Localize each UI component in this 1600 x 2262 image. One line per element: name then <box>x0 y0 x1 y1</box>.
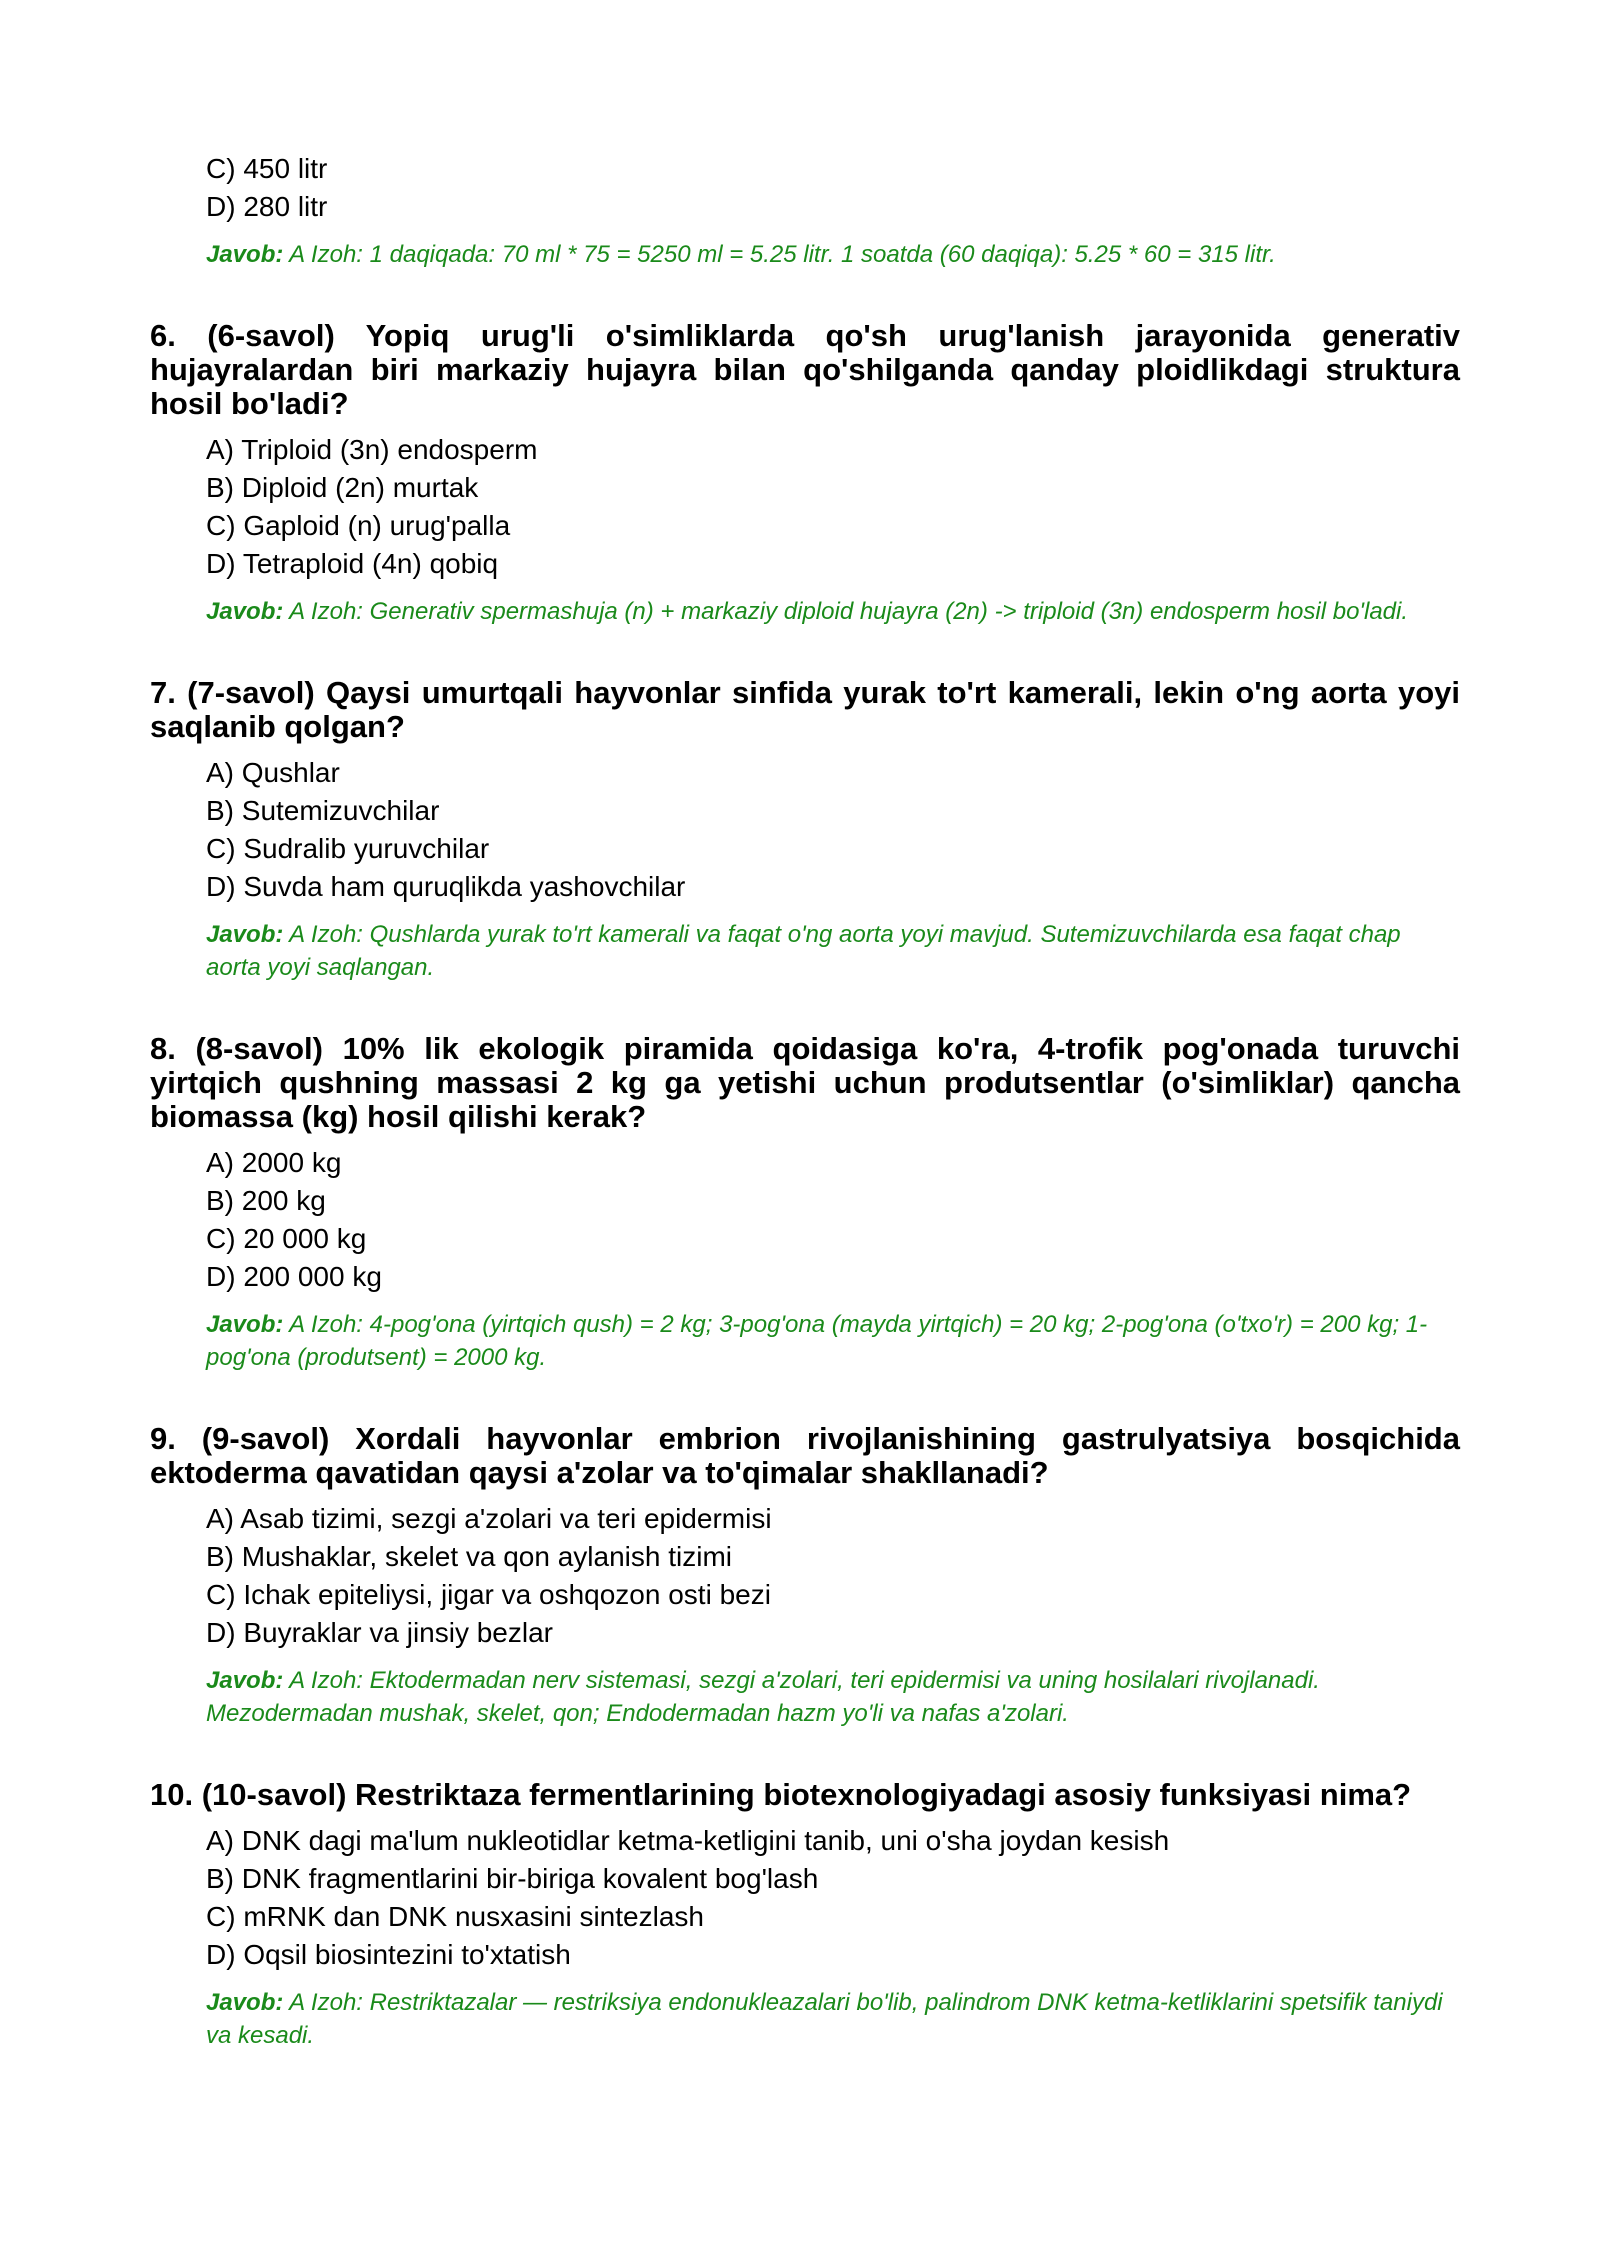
option: D) Tetraploid (4n) qobiq <box>206 548 499 579</box>
answer-label: Javob: <box>206 921 284 948</box>
answer-text: A Izoh: Qushlarda yurak to'rt kamerali va faqat o'ng aorta yoyi mavjud. Sutemizuvchilarda esa faqat chap aorta yoyi saqlangan. <box>206 921 1401 981</box>
question-text: 6. (6-savol) Yopiq urug'li o'simliklarda qo'sh urug'lanish jarayonida generativ hujayralardan biri markaziy hujayra bilan qo'shilganda qanday ploidlikdagi struktura hosil bo'ladi? <box>150 318 1460 421</box>
answer-label: Javob: <box>206 1989 284 2016</box>
option: C) Sudralib yuruvchilar <box>206 833 490 864</box>
option: B) Mushaklar, skelet va qon aylanish tizimi <box>206 1541 732 1572</box>
option: C) Ichak epiteliysi, jigar va oshqozon osti bezi <box>206 1579 771 1610</box>
option: D) 280 litr <box>206 191 328 222</box>
answer-explanation <box>206 1986 1460 2052</box>
question-10 <box>150 1778 1460 2052</box>
answer-label: Javob: <box>206 598 284 625</box>
answer-text: A Izoh: Restriktazalar — restriksiya endonukleazalari bo'lib, palindrom DNK ketma-ketliklarini spetsifik taniydi va kesadi. <box>206 1989 1443 2049</box>
option: A) Asab tizimi, sezgi a'zolari va teri epidermisi <box>206 1503 772 1534</box>
option: A) DNK dagi ma'lum nukleotidlar ketma-ketligini tanib, uni o'sha joydan kesish <box>206 1825 1170 1856</box>
answer-text: A Izoh: Generativ spermashuja (n) + markaziy diploid hujayra (2n) -> triploid (3n) endosperm hosil bo'ladi. <box>289 598 1409 625</box>
question-5-tail <box>150 150 1460 271</box>
answer-explanation <box>206 1664 1460 1730</box>
question-text: 8. (8-savol) 10% lik ekologik piramida qoidasiga ko'ra, 4-trofik pog'onada turuvchi yirtqich qushning massasi 2 kg ga yetishi uchun produtsentlar (o'simliklar) qancha biomassa (kg) hosil qilishi kerak? <box>150 1031 1460 1134</box>
question-6 <box>150 319 1460 628</box>
question-text: 10. (10-savol) Restriktaza fermentlarining biotexnologiyadagi asosiy funksiyasi nima? <box>150 1777 1412 1812</box>
option: A) Triploid (3n) endosperm <box>206 434 538 465</box>
option: A) Qushlar <box>206 757 340 788</box>
question-text: 9. (9-savol) Xordali hayvonlar embrion rivojlanishining gastrulyatsiya bosqichida ektoderma qavatidan qaysi a'zolar va to'qimalar shakllanadi? <box>150 1421 1460 1490</box>
answer-label: Javob: <box>206 1311 284 1338</box>
question-9 <box>150 1422 1460 1730</box>
answer-explanation <box>206 238 1460 271</box>
option: C) mRNK dan DNK nusxasini sintezlash <box>206 1901 704 1932</box>
answer-text: A Izoh: 1 daqiqada: 70 ml * 75 = 5250 ml = 5.25 litr. 1 soatda (60 daqiqa): 5.25 * 60 = 315 litr. <box>289 241 1276 268</box>
option: C) 20 000 kg <box>206 1223 367 1254</box>
answer-label: Javob: <box>206 1667 284 1694</box>
answer-explanation <box>206 1308 1460 1374</box>
option: B) Diploid (2n) murtak <box>206 472 479 503</box>
answer-text: A Izoh: Ektodermadan nerv sistemasi, sezgi a'zolari, teri epidermisi va uning hosilalari rivojlanadi. Mezodermadan mushak, skelet, qon; Endodermadan hazm yo'li va nafas a'zolari. <box>206 1667 1320 1727</box>
option: B) 200 kg <box>206 1185 326 1216</box>
answer-label: Javob: <box>206 241 284 268</box>
option: D) Suvda ham quruqlikda yashovchilar <box>206 871 686 902</box>
option: B) Sutemizuvchilar <box>206 795 440 826</box>
question-8 <box>150 1032 1460 1374</box>
option: A) 2000 kg <box>206 1147 342 1178</box>
answer-explanation <box>206 918 1460 984</box>
option: D) Oqsil biosintezini to'xtatish <box>206 1939 571 1970</box>
option: D) Buyraklar va jinsiy bezlar <box>206 1617 553 1648</box>
option: C) Gaploid (n) urug'palla <box>206 510 511 541</box>
question-text: 7. (7-savol) Qaysi umurtqali hayvonlar sinfida yurak to'rt kamerali, lekin o'ng aorta yoyi saqlanib qolgan? <box>150 675 1460 744</box>
option: C) 450 litr <box>206 153 328 184</box>
answer-explanation <box>206 595 1460 628</box>
option: B) DNK fragmentlarini bir-biriga kovalent bog'lash <box>206 1863 819 1894</box>
answer-text: A Izoh: 4-pog'ona (yirtqich qush) = 2 kg; 3-pog'ona (mayda yirtqich) = 20 kg; 2-pog'ona (o'txo'r) = 200 kg; 1-pog'ona (produtsent) = 2000 kg. <box>206 1311 1428 1371</box>
option: D) 200 000 kg <box>206 1261 382 1292</box>
document-page <box>150 150 1460 2052</box>
question-7 <box>150 676 1460 984</box>
